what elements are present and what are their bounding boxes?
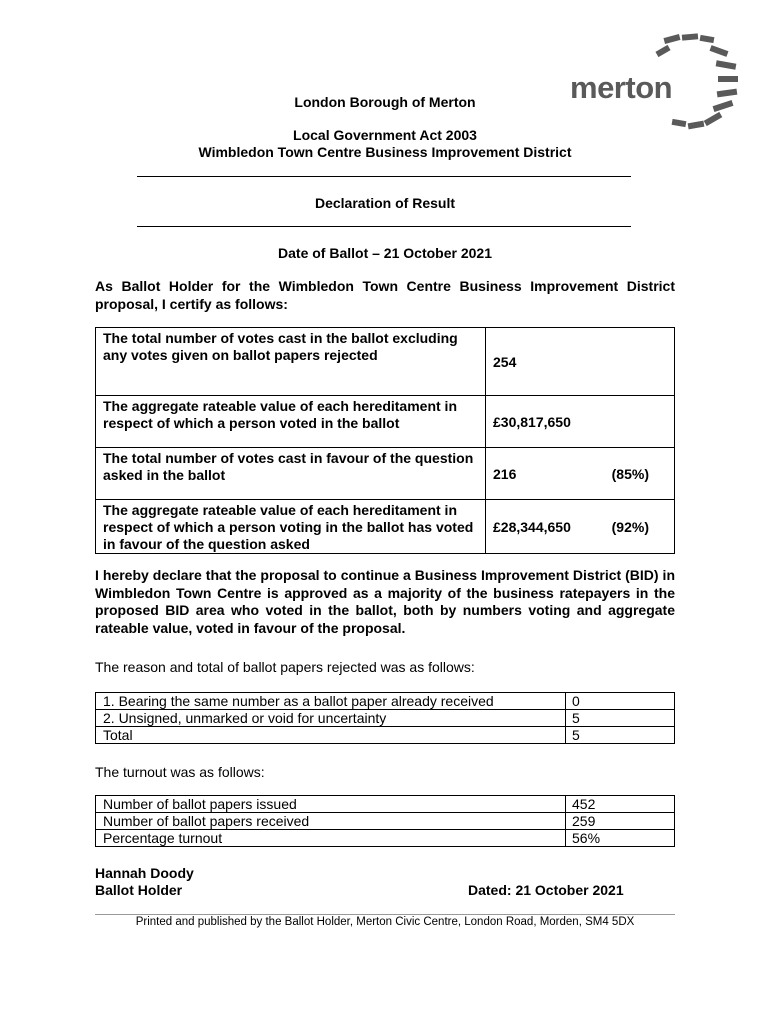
results-table bbox=[95, 327, 675, 554]
table-row bbox=[96, 500, 675, 554]
merton-logo-wordmark: merton bbox=[570, 70, 673, 105]
result-label: The aggregate rateable value of each hereditament in respect of which a person voted in the ballot bbox=[96, 396, 486, 448]
signatory-role: Ballot Holder bbox=[95, 882, 183, 898]
result-percent: (85%) bbox=[611, 466, 649, 482]
table-row bbox=[96, 710, 675, 727]
table-row bbox=[96, 796, 675, 813]
signature-date: Dated: 21 October 2021 bbox=[468, 882, 624, 898]
result-label: The aggregate rateable value of each hereditament in respect of which a person voting in the ballot has voted in favour of the question asked bbox=[96, 500, 486, 554]
result-value: 216 bbox=[493, 466, 517, 482]
rejected-value: 5 bbox=[566, 727, 675, 744]
turnout-value: 259 bbox=[566, 813, 675, 830]
declaration-paragraph: I hereby declare that the proposal to continue a Business Improvement District (BID) in Wimbledon Town Centre is approved as a majority of the business ratepayers in the proposed BID area who voted in the ballot, both by numbers voting and aggregate rateable value, voted in favour of the proposal. bbox=[95, 567, 675, 636]
turnout-value: 452 bbox=[566, 796, 675, 813]
result-value: £30,817,650 bbox=[493, 414, 571, 430]
footer-text: Printed and published by the Ballot Holder, Merton Civic Centre, London Road, Morden, SM4 5DX bbox=[135, 916, 635, 928]
turnout-label: Number of ballot papers issued bbox=[96, 796, 566, 813]
divider-top bbox=[137, 176, 631, 177]
rejected-value: 5 bbox=[566, 710, 675, 727]
turnout-label: Percentage turnout bbox=[96, 830, 566, 847]
rejected-table bbox=[95, 692, 675, 744]
table-row bbox=[96, 396, 675, 448]
table-row bbox=[96, 448, 675, 500]
table-row bbox=[96, 830, 675, 847]
ballot-date: Date of Ballot – 21 October 2021 bbox=[278, 245, 492, 261]
declaration-title: Declaration of Result bbox=[314, 195, 456, 211]
rejected-label: 2. Unsigned, unmarked or void for uncertainty bbox=[96, 710, 566, 727]
result-label: The total number of votes cast in the ballot excluding any votes given on ballot papers rejected bbox=[96, 328, 486, 396]
rejected-label: 1. Bearing the same number as a ballot paper already received bbox=[96, 693, 566, 710]
rejected-label: Total bbox=[96, 727, 566, 744]
divider-bottom bbox=[137, 226, 631, 227]
result-label: The total number of votes cast in favour of the question asked in the ballot bbox=[96, 448, 486, 500]
footer-divider bbox=[95, 914, 675, 915]
result-value: 254 bbox=[493, 354, 517, 370]
result-percent: (92%) bbox=[611, 519, 649, 535]
turnout-value: 56% bbox=[566, 830, 675, 847]
rejected-value: 0 bbox=[566, 693, 675, 710]
table-row bbox=[96, 328, 675, 396]
turnout-table bbox=[95, 795, 675, 847]
table-row bbox=[96, 813, 675, 830]
result-value: £28,344,650 bbox=[493, 519, 571, 535]
table-row bbox=[96, 693, 675, 710]
turnout-intro: The turnout was as follows: bbox=[95, 764, 265, 780]
rejected-intro: The reason and total of ballot papers rejected was as follows: bbox=[95, 659, 475, 675]
signatory-name: Hannah Doody bbox=[95, 865, 194, 881]
borough-title: London Borough of Merton bbox=[294, 94, 476, 110]
act-title: Local Government Act 2003 bbox=[293, 127, 477, 143]
table-row bbox=[96, 727, 675, 744]
district-title: Wimbledon Town Centre Business Improvement District bbox=[198, 144, 572, 160]
turnout-label: Number of ballot papers received bbox=[96, 813, 566, 830]
intro-paragraph: As Ballot Holder for the Wimbledon Town Centre Business Improvement District proposal, I certify as follows: bbox=[95, 278, 675, 312]
